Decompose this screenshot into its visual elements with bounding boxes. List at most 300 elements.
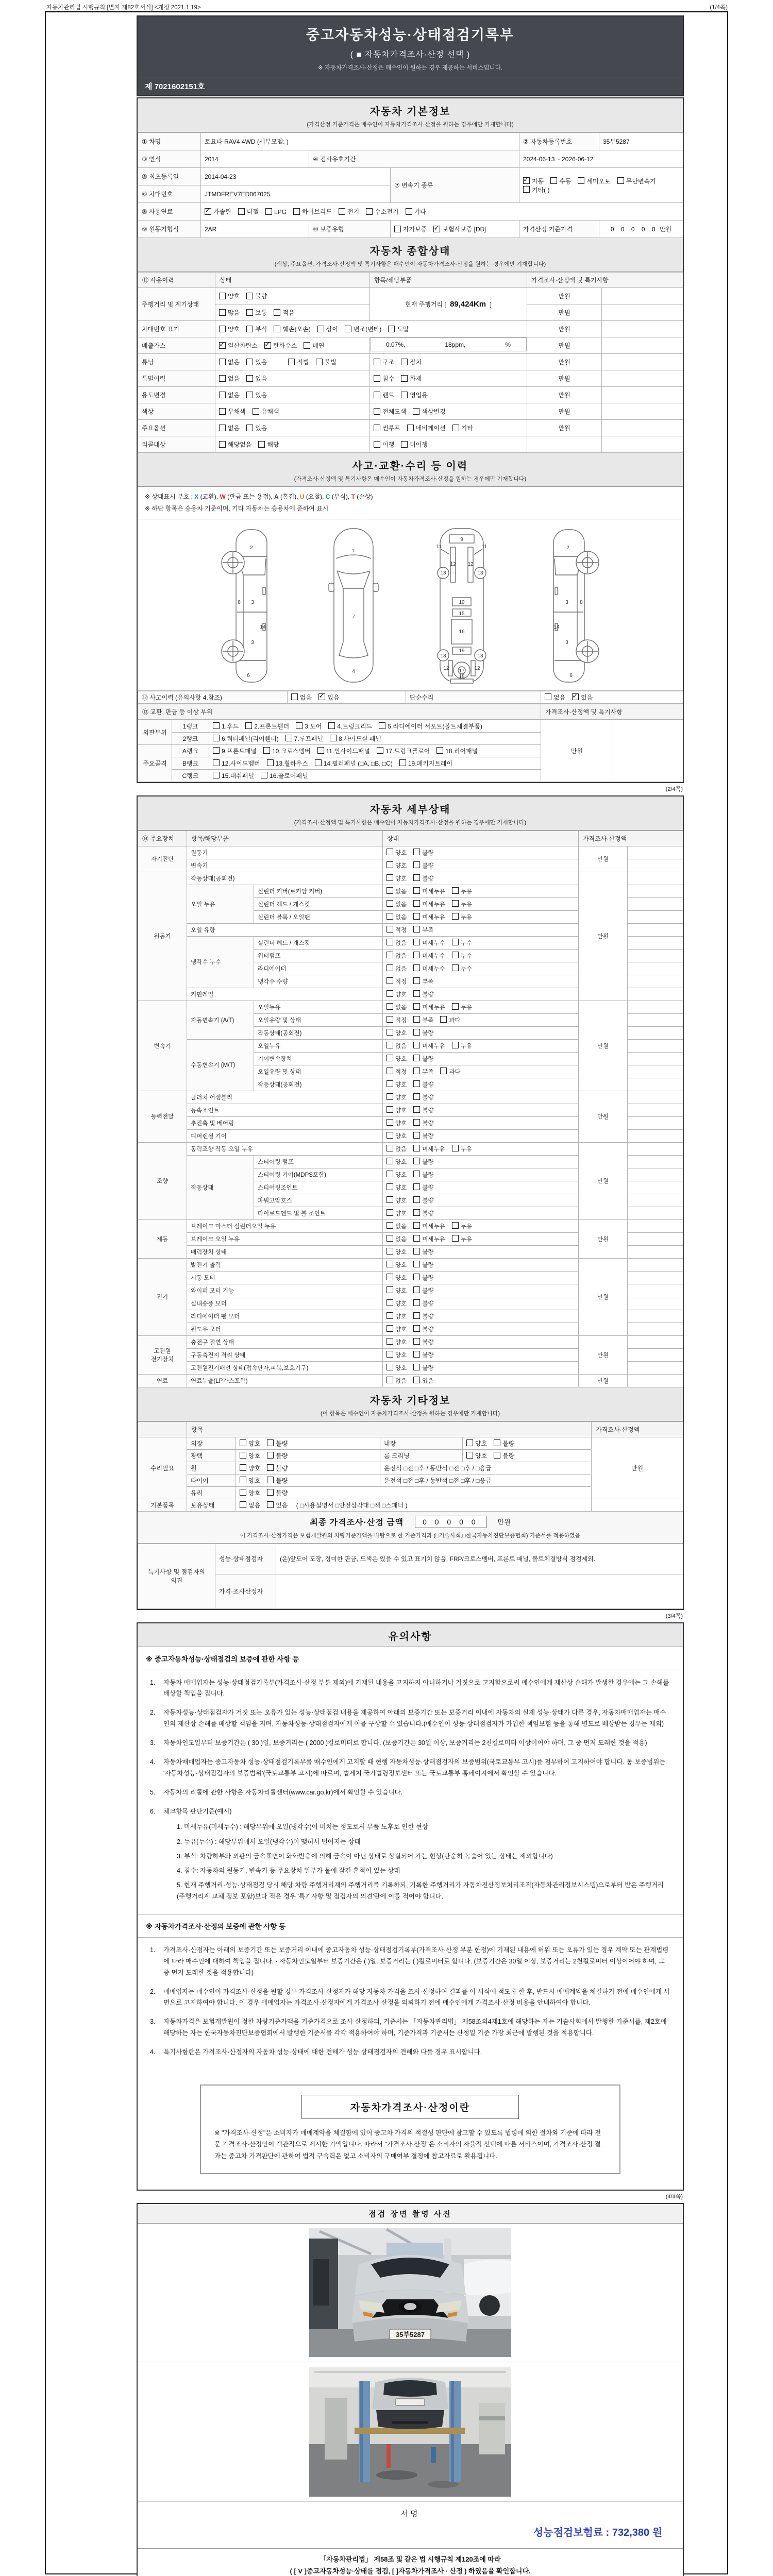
checkbox-option[interactable] bbox=[413, 1274, 433, 1282]
checkbox-option[interactable] bbox=[386, 1312, 407, 1320]
checkbox-icon[interactable] bbox=[386, 887, 393, 894]
checkbox-option[interactable] bbox=[452, 939, 472, 947]
checkbox-icon[interactable] bbox=[267, 1439, 274, 1446]
checkbox-option[interactable] bbox=[240, 1464, 260, 1472]
checkbox-option[interactable] bbox=[436, 747, 478, 755]
checkbox-option[interactable] bbox=[386, 964, 407, 973]
checkbox-icon[interactable] bbox=[213, 772, 220, 778]
checkbox-icon[interactable] bbox=[245, 722, 252, 729]
checkbox-option[interactable] bbox=[328, 722, 372, 731]
checkbox-option[interactable] bbox=[261, 771, 308, 780]
checkbox-icon[interactable] bbox=[413, 1158, 420, 1164]
checkbox-icon[interactable] bbox=[219, 408, 226, 415]
checkbox-option[interactable] bbox=[413, 887, 445, 895]
checkbox-option[interactable] bbox=[386, 1209, 407, 1217]
checkbox-option[interactable] bbox=[386, 1145, 407, 1153]
checkbox-option[interactable] bbox=[523, 177, 544, 185]
checkbox-icon[interactable] bbox=[452, 1235, 459, 1242]
checkbox-icon[interactable] bbox=[494, 1452, 500, 1459]
checkbox-option[interactable] bbox=[413, 1196, 433, 1205]
checkbox-option[interactable] bbox=[407, 423, 446, 432]
checkbox-option[interactable] bbox=[264, 341, 297, 350]
checkbox-option[interactable] bbox=[374, 358, 394, 366]
checkbox-option[interactable] bbox=[413, 1183, 433, 1192]
checkbox-option[interactable] bbox=[245, 722, 289, 731]
checkbox-icon[interactable] bbox=[413, 964, 420, 971]
checkbox-option[interactable] bbox=[240, 1439, 260, 1448]
checkbox-option[interactable] bbox=[413, 1119, 433, 1127]
checkbox-option[interactable] bbox=[386, 1003, 407, 1011]
checkbox-option[interactable] bbox=[494, 1451, 514, 1460]
checkbox-icon[interactable] bbox=[413, 952, 420, 958]
checkbox-option[interactable] bbox=[386, 1055, 407, 1063]
checkbox-icon[interactable] bbox=[386, 952, 393, 958]
checkbox-icon[interactable] bbox=[401, 375, 408, 382]
checkbox-icon[interactable] bbox=[328, 722, 335, 729]
checkbox-option[interactable] bbox=[285, 734, 323, 743]
checkbox-option[interactable] bbox=[452, 964, 472, 973]
checkbox-icon[interactable] bbox=[386, 977, 393, 984]
checkbox-option[interactable] bbox=[366, 207, 398, 216]
checkbox-option[interactable] bbox=[550, 177, 571, 185]
checkbox-icon[interactable] bbox=[413, 926, 420, 933]
checkbox-icon[interactable] bbox=[494, 1439, 500, 1446]
checkbox-icon[interactable] bbox=[386, 1338, 393, 1345]
checkbox-option[interactable] bbox=[386, 952, 407, 960]
checkbox-icon[interactable] bbox=[386, 1067, 393, 1074]
checkbox-icon[interactable] bbox=[386, 1351, 393, 1358]
checkbox-option[interactable] bbox=[386, 1106, 407, 1114]
checkbox-option[interactable] bbox=[386, 1196, 407, 1205]
checkbox-option[interactable] bbox=[413, 1261, 433, 1269]
checkbox-icon[interactable] bbox=[452, 964, 459, 971]
checkbox-icon[interactable] bbox=[219, 359, 226, 365]
checkbox-option[interactable] bbox=[386, 913, 407, 921]
checkbox-option[interactable] bbox=[494, 1439, 514, 1448]
checkbox-option[interactable] bbox=[413, 1132, 433, 1140]
checkbox-option[interactable] bbox=[401, 440, 428, 449]
checkbox-icon[interactable] bbox=[386, 1196, 393, 1203]
checkbox-option[interactable] bbox=[219, 407, 246, 416]
checkbox-icon[interactable] bbox=[374, 408, 380, 415]
checkbox-option[interactable] bbox=[386, 926, 407, 934]
checkbox-icon[interactable] bbox=[413, 1338, 420, 1345]
checkbox-option[interactable] bbox=[246, 308, 267, 317]
checkbox-icon[interactable] bbox=[413, 861, 420, 868]
checkbox-option[interactable] bbox=[274, 325, 310, 333]
checkbox-icon[interactable] bbox=[246, 392, 253, 398]
checkbox-option[interactable] bbox=[386, 1093, 407, 1101]
checkbox-option[interactable] bbox=[213, 759, 260, 768]
checkbox-option[interactable] bbox=[240, 1451, 260, 1460]
checkbox-option[interactable] bbox=[413, 1106, 433, 1114]
checkbox-option[interactable] bbox=[413, 990, 433, 998]
checkbox-option[interactable] bbox=[386, 1248, 407, 1256]
checkbox-icon[interactable] bbox=[413, 1325, 420, 1332]
checkbox-icon[interactable] bbox=[374, 375, 380, 382]
checkbox-option[interactable] bbox=[386, 887, 407, 895]
checkbox-icon[interactable] bbox=[386, 1299, 393, 1306]
checkbox-icon[interactable] bbox=[240, 1477, 246, 1483]
checkbox-icon[interactable] bbox=[253, 408, 259, 415]
checkbox-icon[interactable] bbox=[413, 887, 420, 894]
checkbox-icon[interactable] bbox=[436, 747, 443, 754]
checkbox-icon[interactable] bbox=[219, 441, 226, 448]
checkbox-option[interactable] bbox=[240, 1501, 260, 1510]
checkbox-option[interactable] bbox=[386, 990, 407, 998]
checkbox-icon[interactable] bbox=[246, 293, 253, 299]
checkbox-icon[interactable] bbox=[265, 208, 272, 215]
checkbox-option[interactable] bbox=[413, 1248, 433, 1256]
checkbox-option[interactable] bbox=[413, 1312, 433, 1320]
checkbox-icon[interactable] bbox=[386, 1377, 393, 1383]
checkbox-option[interactable] bbox=[413, 939, 445, 947]
checkbox-option[interactable] bbox=[386, 1080, 407, 1089]
checkbox-icon[interactable] bbox=[413, 849, 420, 855]
checkbox-option[interactable] bbox=[401, 374, 422, 383]
checkbox-option[interactable] bbox=[399, 759, 452, 768]
checkbox-option[interactable] bbox=[238, 207, 259, 216]
checkbox-icon[interactable] bbox=[413, 1261, 420, 1267]
checkbox-icon[interactable] bbox=[386, 849, 393, 855]
checkbox-option[interactable] bbox=[386, 1183, 407, 1192]
checkbox-option[interactable] bbox=[374, 423, 400, 432]
checkbox-icon[interactable] bbox=[452, 939, 459, 945]
checkbox-option[interactable] bbox=[413, 1209, 433, 1217]
checkbox-icon[interactable] bbox=[291, 693, 298, 700]
checkbox-option[interactable] bbox=[386, 1274, 407, 1282]
checkbox-checked-icon[interactable] bbox=[572, 693, 579, 700]
checkbox-icon[interactable] bbox=[330, 735, 337, 741]
checkbox-checked-icon[interactable] bbox=[318, 693, 325, 700]
checkbox-icon[interactable] bbox=[386, 1003, 393, 1010]
checkbox-option[interactable] bbox=[413, 900, 445, 908]
checkbox-option[interactable] bbox=[317, 325, 338, 333]
checkbox-icon[interactable] bbox=[452, 425, 459, 431]
checkbox-icon[interactable] bbox=[452, 1003, 459, 1010]
checkbox-option[interactable] bbox=[440, 1016, 460, 1024]
checkbox-option[interactable] bbox=[219, 423, 240, 432]
checkbox-option[interactable] bbox=[374, 440, 394, 449]
checkbox-checked-icon[interactable] bbox=[523, 177, 530, 184]
checkbox-option[interactable] bbox=[401, 358, 422, 366]
checkbox-icon[interactable] bbox=[304, 342, 310, 349]
checkbox-option[interactable] bbox=[258, 440, 279, 449]
checkbox-option[interactable] bbox=[452, 1145, 472, 1153]
checkbox-option[interactable] bbox=[572, 693, 593, 702]
checkbox-icon[interactable] bbox=[386, 1158, 393, 1164]
checkbox-option[interactable] bbox=[452, 1003, 472, 1011]
checkbox-option[interactable] bbox=[413, 1042, 445, 1050]
checkbox-checked-icon[interactable] bbox=[219, 342, 226, 349]
checkbox-option[interactable] bbox=[253, 407, 279, 416]
checkbox-icon[interactable] bbox=[240, 1489, 246, 1496]
checkbox-icon[interactable] bbox=[386, 1325, 393, 1332]
checkbox-icon[interactable] bbox=[267, 1489, 274, 1496]
checkbox-icon[interactable] bbox=[452, 1145, 459, 1151]
checkbox-icon[interactable] bbox=[413, 1222, 420, 1229]
checkbox-option[interactable] bbox=[386, 977, 407, 986]
checkbox-option[interactable] bbox=[296, 722, 322, 731]
checkbox-icon[interactable] bbox=[452, 952, 459, 958]
checkbox-option[interactable] bbox=[240, 1488, 260, 1497]
checkbox-option[interactable] bbox=[452, 887, 472, 895]
checkbox-icon[interactable] bbox=[246, 359, 253, 365]
checkbox-icon[interactable] bbox=[296, 722, 303, 729]
checkbox-option[interactable] bbox=[386, 1377, 407, 1385]
checkbox-option[interactable] bbox=[413, 1338, 433, 1346]
checkbox-icon[interactable] bbox=[219, 425, 226, 431]
checkbox-icon[interactable] bbox=[386, 1222, 393, 1229]
checkbox-icon[interactable] bbox=[413, 990, 420, 997]
checkbox-icon[interactable] bbox=[386, 990, 393, 997]
checkbox-option[interactable] bbox=[545, 693, 565, 702]
checkbox-option[interactable] bbox=[413, 1093, 433, 1101]
checkbox-icon[interactable] bbox=[413, 939, 420, 945]
checkbox-option[interactable] bbox=[386, 1299, 407, 1308]
checkbox-option[interactable] bbox=[452, 423, 473, 432]
checkbox-icon[interactable] bbox=[413, 1235, 420, 1242]
checkbox-option[interactable] bbox=[267, 1464, 288, 1472]
checkbox-icon[interactable] bbox=[386, 1119, 393, 1126]
checkbox-icon[interactable] bbox=[386, 1055, 393, 1061]
checkbox-option[interactable] bbox=[291, 693, 312, 702]
checkbox-option[interactable] bbox=[318, 693, 339, 702]
checkbox-option[interactable] bbox=[246, 325, 267, 333]
checkbox-option[interactable] bbox=[386, 1132, 407, 1140]
checkbox-icon[interactable] bbox=[452, 1042, 459, 1048]
checkbox-icon[interactable] bbox=[240, 1439, 246, 1446]
checkbox-icon[interactable] bbox=[285, 735, 292, 741]
checkbox-icon[interactable] bbox=[413, 1055, 420, 1061]
checkbox-icon[interactable] bbox=[413, 874, 420, 881]
checkbox-icon[interactable] bbox=[374, 425, 380, 431]
checkbox-option[interactable] bbox=[386, 1338, 407, 1346]
checkbox-option[interactable] bbox=[374, 407, 406, 416]
checkbox-option[interactable] bbox=[617, 177, 656, 185]
checkbox-icon[interactable] bbox=[219, 392, 226, 398]
checkbox-icon[interactable] bbox=[413, 1248, 420, 1255]
checkbox-option[interactable] bbox=[413, 1055, 433, 1063]
checkbox-icon[interactable] bbox=[413, 1003, 420, 1010]
checkbox-option[interactable] bbox=[246, 292, 267, 300]
checkbox-checked-icon[interactable] bbox=[205, 208, 211, 215]
checkbox-icon[interactable] bbox=[366, 208, 373, 215]
checkbox-icon[interactable] bbox=[386, 1145, 393, 1151]
checkbox-icon[interactable] bbox=[452, 1222, 459, 1229]
checkbox-option[interactable] bbox=[452, 913, 472, 921]
checkbox-option[interactable] bbox=[413, 952, 445, 960]
checkbox-option[interactable] bbox=[413, 1145, 445, 1153]
checkbox-option[interactable] bbox=[267, 1476, 288, 1485]
checkbox-icon[interactable] bbox=[413, 1351, 420, 1358]
checkbox-icon[interactable] bbox=[386, 1209, 393, 1216]
checkbox-icon[interactable] bbox=[452, 887, 459, 894]
checkbox-icon[interactable] bbox=[413, 1364, 420, 1370]
checkbox-option[interactable] bbox=[413, 1235, 445, 1243]
checkbox-icon[interactable] bbox=[240, 1452, 246, 1459]
checkbox-icon[interactable] bbox=[213, 747, 220, 754]
checkbox-option[interactable] bbox=[386, 1351, 407, 1359]
checkbox-option[interactable] bbox=[274, 308, 294, 317]
checkbox-option[interactable] bbox=[413, 1351, 433, 1359]
checkbox-option[interactable] bbox=[386, 1119, 407, 1127]
checkbox-icon[interactable] bbox=[386, 1364, 393, 1370]
checkbox-icon[interactable] bbox=[401, 359, 408, 365]
checkbox-icon[interactable] bbox=[413, 900, 420, 907]
checkbox-option[interactable] bbox=[386, 1364, 407, 1372]
checkbox-icon[interactable] bbox=[413, 1093, 420, 1100]
checkbox-icon[interactable] bbox=[413, 408, 419, 415]
checkbox-icon[interactable] bbox=[413, 1274, 420, 1280]
checkbox-option[interactable] bbox=[386, 1222, 407, 1230]
checkbox-option[interactable] bbox=[267, 1501, 288, 1510]
checkbox-icon[interactable] bbox=[246, 309, 253, 316]
checkbox-icon[interactable] bbox=[386, 1274, 393, 1280]
checkbox-icon[interactable] bbox=[550, 177, 557, 184]
checkbox-option[interactable] bbox=[452, 1042, 472, 1050]
checkbox-icon[interactable] bbox=[413, 1042, 420, 1048]
checkbox-icon[interactable] bbox=[394, 226, 401, 232]
checkbox-icon[interactable] bbox=[377, 747, 383, 754]
checkbox-icon[interactable] bbox=[317, 747, 324, 754]
checkbox-icon[interactable] bbox=[267, 1452, 274, 1459]
checkbox-checked-icon[interactable] bbox=[433, 226, 440, 232]
checkbox-icon[interactable] bbox=[386, 1171, 393, 1177]
checkbox-option[interactable] bbox=[413, 1029, 433, 1037]
checkbox-option[interactable] bbox=[413, 926, 433, 934]
checkbox-icon[interactable] bbox=[386, 900, 393, 907]
checkbox-option[interactable] bbox=[394, 225, 427, 233]
checkbox-option[interactable] bbox=[452, 952, 472, 960]
checkbox-option[interactable] bbox=[219, 308, 240, 317]
checkbox-icon[interactable] bbox=[386, 1080, 393, 1087]
checkbox-icon[interactable] bbox=[413, 1132, 420, 1139]
checkbox-option[interactable] bbox=[388, 325, 409, 333]
checkbox-icon[interactable] bbox=[386, 1183, 393, 1190]
checkbox-icon[interactable] bbox=[345, 326, 351, 332]
checkbox-icon[interactable] bbox=[374, 441, 380, 448]
checkbox-icon[interactable] bbox=[238, 208, 245, 215]
checkbox-icon[interactable] bbox=[386, 1106, 393, 1113]
checkbox-option[interactable] bbox=[293, 207, 332, 216]
checkbox-option[interactable] bbox=[386, 1286, 407, 1295]
checkbox-option[interactable] bbox=[413, 1222, 445, 1230]
checkbox-option[interactable] bbox=[386, 1029, 407, 1037]
checkbox-option[interactable] bbox=[413, 977, 433, 986]
checkbox-icon[interactable] bbox=[466, 1452, 473, 1459]
checkbox-option[interactable] bbox=[267, 1451, 288, 1460]
checkbox-option[interactable] bbox=[386, 861, 407, 870]
checkbox-icon[interactable] bbox=[413, 1377, 420, 1383]
checkbox-icon[interactable] bbox=[617, 177, 624, 184]
checkbox-option[interactable] bbox=[386, 1171, 407, 1179]
checkbox-icon[interactable] bbox=[413, 1196, 420, 1203]
checkbox-option[interactable] bbox=[213, 734, 279, 743]
checkbox-icon[interactable] bbox=[440, 1067, 447, 1074]
checkbox-icon[interactable] bbox=[274, 309, 280, 316]
checkbox-icon[interactable] bbox=[413, 1209, 420, 1216]
checkbox-option[interactable] bbox=[413, 1377, 433, 1385]
checkbox-option[interactable] bbox=[246, 391, 267, 399]
checkbox-option[interactable] bbox=[263, 747, 311, 755]
checkbox-option[interactable] bbox=[452, 1235, 472, 1243]
checkbox-option[interactable] bbox=[413, 1080, 433, 1089]
checkbox-option[interactable] bbox=[267, 1439, 288, 1448]
checkbox-option[interactable] bbox=[413, 1158, 433, 1166]
checkbox-option[interactable] bbox=[339, 207, 359, 216]
checkbox-icon[interactable] bbox=[386, 1132, 393, 1139]
checkbox-icon[interactable] bbox=[401, 441, 408, 448]
checkbox-option[interactable] bbox=[452, 900, 472, 908]
checkbox-option[interactable] bbox=[386, 1261, 407, 1269]
checkbox-option[interactable] bbox=[219, 341, 258, 350]
checkbox-option[interactable] bbox=[374, 374, 394, 383]
checkbox-icon[interactable] bbox=[386, 1016, 393, 1023]
checkbox-option[interactable] bbox=[213, 722, 239, 731]
checkbox-icon[interactable] bbox=[219, 375, 226, 382]
checkbox-option[interactable] bbox=[578, 177, 610, 185]
checkbox-checked-icon[interactable] bbox=[264, 342, 271, 349]
checkbox-icon[interactable] bbox=[258, 441, 265, 448]
checkbox-icon[interactable] bbox=[386, 1029, 393, 1036]
checkbox-option[interactable] bbox=[466, 1451, 487, 1460]
checkbox-option[interactable] bbox=[466, 1439, 487, 1448]
checkbox-icon[interactable] bbox=[274, 326, 280, 332]
checkbox-option[interactable] bbox=[246, 374, 267, 383]
checkbox-option[interactable] bbox=[213, 771, 254, 780]
checkbox-option[interactable] bbox=[386, 900, 407, 908]
checkbox-icon[interactable] bbox=[413, 977, 420, 984]
checkbox-icon[interactable] bbox=[213, 759, 220, 766]
checkbox-option[interactable] bbox=[317, 747, 370, 755]
checkbox-icon[interactable] bbox=[293, 208, 300, 215]
checkbox-option[interactable] bbox=[219, 292, 240, 300]
checkbox-icon[interactable] bbox=[466, 1439, 473, 1446]
checkbox-option[interactable] bbox=[315, 759, 393, 768]
checkbox-icon[interactable] bbox=[413, 913, 420, 920]
checkbox-option[interactable] bbox=[413, 849, 433, 857]
checkbox-icon[interactable] bbox=[386, 913, 393, 920]
checkbox-icon[interactable] bbox=[386, 1042, 393, 1048]
checkbox-icon[interactable] bbox=[386, 1235, 393, 1242]
checkbox-option[interactable] bbox=[377, 747, 430, 755]
checkbox-icon[interactable] bbox=[246, 425, 253, 431]
checkbox-icon[interactable] bbox=[399, 759, 406, 766]
checkbox-option[interactable] bbox=[219, 440, 251, 449]
checkbox-option[interactable] bbox=[374, 391, 394, 399]
checkbox-option[interactable] bbox=[246, 423, 267, 432]
checkbox-icon[interactable] bbox=[374, 359, 380, 365]
checkbox-icon[interactable] bbox=[413, 1183, 420, 1190]
checkbox-icon[interactable] bbox=[246, 326, 253, 332]
checkbox-icon[interactable] bbox=[386, 1312, 393, 1319]
checkbox-option[interactable] bbox=[413, 1299, 433, 1308]
checkbox-icon[interactable] bbox=[379, 722, 385, 729]
checkbox-icon[interactable] bbox=[413, 1119, 420, 1126]
checkbox-option[interactable] bbox=[413, 1286, 433, 1295]
checkbox-icon[interactable] bbox=[213, 735, 220, 741]
checkbox-icon[interactable] bbox=[578, 177, 584, 184]
checkbox-icon[interactable] bbox=[406, 208, 412, 215]
checkbox-option[interactable] bbox=[406, 207, 426, 216]
checkbox-option[interactable] bbox=[452, 1222, 472, 1230]
checkbox-icon[interactable] bbox=[240, 1501, 246, 1508]
checkbox-icon[interactable] bbox=[386, 1093, 393, 1100]
checkbox-option[interactable] bbox=[401, 391, 428, 399]
checkbox-icon[interactable] bbox=[316, 359, 323, 365]
checkbox-icon[interactable] bbox=[545, 693, 551, 700]
